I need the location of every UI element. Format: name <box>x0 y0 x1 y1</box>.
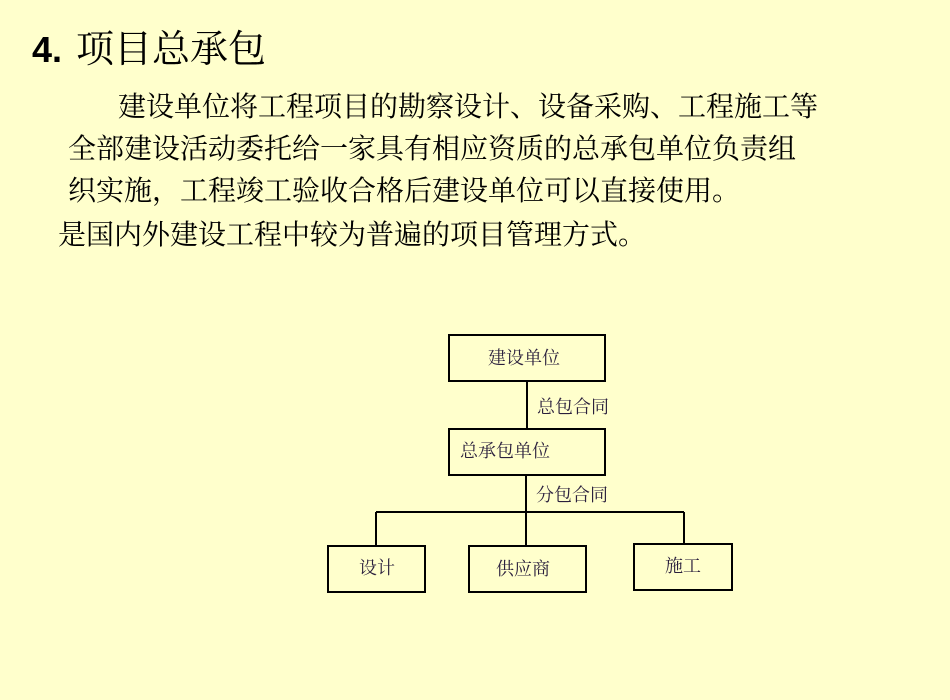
general-contractor-box-label: 总承包单位 <box>460 441 550 462</box>
supplier-box <box>468 545 587 593</box>
sub-contract-label: 分包合同 <box>536 485 608 506</box>
construction-box <box>633 543 733 591</box>
design-box-label: 设计 <box>359 558 395 579</box>
section-title-text: 项目总承包 <box>76 27 267 71</box>
general-contractor-box <box>448 428 606 476</box>
paragraph-line-2: 全部建设活动委托给一家具有相应资质的总承包单位负责组 <box>68 132 797 165</box>
summary-sentence: 是国内外建设工程中较为普遍的项目管理方式。 <box>58 218 647 251</box>
paragraph-line-1: 建设单位将工程项目的勘察设计、设备采购、工程施工等 <box>118 90 819 123</box>
design-box <box>327 545 426 593</box>
owner-box-label: 建设单位 <box>488 348 560 369</box>
construction-box-label: 施工 <box>665 556 701 577</box>
paragraph-line-3: 织实施，工程竣工验收合格后建设单位可以直接使用。 <box>68 174 741 207</box>
section-number: 4 <box>32 29 53 70</box>
main-contract-label: 总包合同 <box>537 397 609 418</box>
section-number-dot: . <box>52 29 63 70</box>
supplier-box-label: 供应商 <box>496 559 550 580</box>
owner-box <box>448 334 606 382</box>
